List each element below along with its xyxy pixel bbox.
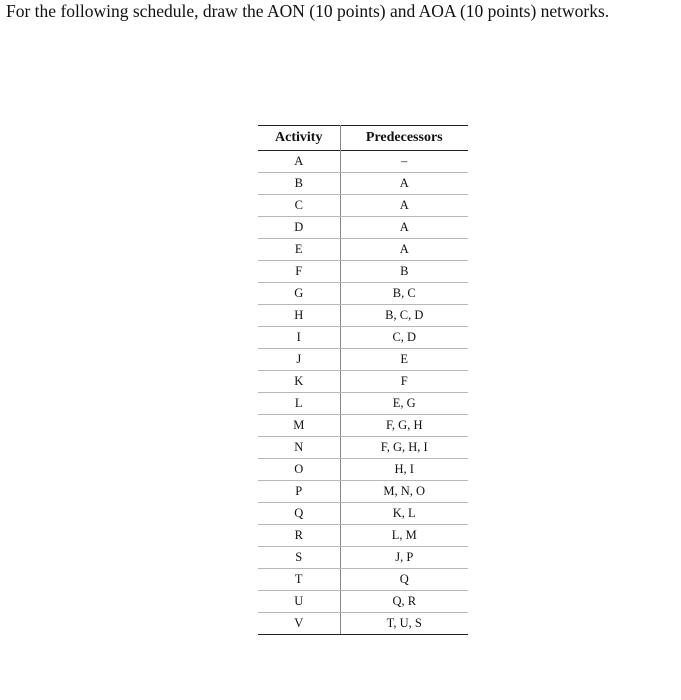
predecessors-cell: F, G, H [340,415,468,437]
table-row [258,547,468,569]
table-row [258,217,468,239]
table-row [258,283,468,305]
activity-cell: D [258,217,340,239]
predecessors-cell: B, C [340,283,468,305]
activity-cell: C [258,195,340,217]
activity-cell: U [258,591,340,613]
table-row [258,173,468,195]
table-row [258,349,468,371]
table-row [258,591,468,613]
table-row [258,151,468,173]
table-row [258,371,468,393]
predecessors-cell: – [340,151,468,173]
table-row [258,305,468,327]
table-row [258,239,468,261]
table-row [258,569,468,591]
predecessors-cell: B, C, D [340,305,468,327]
activity-cell: B [258,173,340,195]
table-header-row [258,126,468,151]
header-activity: Activity [258,126,340,151]
assignment-prompt: For the following schedule, draw the AON (10 points) and AOA (10 points) networks. [6,1,610,21]
activity-cell: I [258,327,340,349]
predecessors-cell: J, P [340,547,468,569]
table-row [258,261,468,283]
predecessors-cell: H, I [340,459,468,481]
table-row [258,459,468,481]
activity-cell: A [258,151,340,173]
predecessors-cell: Q, R [340,591,468,613]
predecessors-cell: E [340,349,468,371]
activity-cell: V [258,613,340,635]
activity-cell: N [258,437,340,459]
table-body [258,151,468,635]
table-row [258,415,468,437]
predecessors-cell: L, M [340,525,468,547]
activity-cell: R [258,525,340,547]
predecessors-cell: K, L [340,503,468,525]
table-row [258,503,468,525]
activity-cell: H [258,305,340,327]
table-row [258,481,468,503]
table-row [258,437,468,459]
activity-cell: M [258,415,340,437]
predecessors-cell: A [340,173,468,195]
predecessors-cell: T, U, S [340,613,468,635]
predecessors-cell: C, D [340,327,468,349]
activity-cell: K [258,371,340,393]
activity-cell: E [258,239,340,261]
predecessors-cell: M, N, O [340,481,468,503]
activity-cell: F [258,261,340,283]
table-row [258,525,468,547]
predecessors-cell: F [340,371,468,393]
table-row [258,613,468,635]
table-row [258,393,468,415]
activity-cell: T [258,569,340,591]
predecessors-cell: Q [340,569,468,591]
predecessors-cell: B [340,261,468,283]
activity-cell: P [258,481,340,503]
header-predecessors: Predecessors [365,130,443,145]
predecessors-cell: F, G, H, I [340,437,468,459]
activity-cell: G [258,283,340,305]
schedule-table-container [258,125,468,635]
predecessors-cell: E, G [340,393,468,415]
predecessors-cell: A [340,239,468,261]
schedule-table [258,125,468,635]
predecessors-cell: A [340,217,468,239]
activity-cell: J [258,349,340,371]
activity-cell: L [258,393,340,415]
table-row [258,327,468,349]
activity-cell: O [258,459,340,481]
activity-cell: Q [258,503,340,525]
predecessors-cell: A [340,195,468,217]
table-row [258,195,468,217]
activity-cell: S [258,547,340,569]
